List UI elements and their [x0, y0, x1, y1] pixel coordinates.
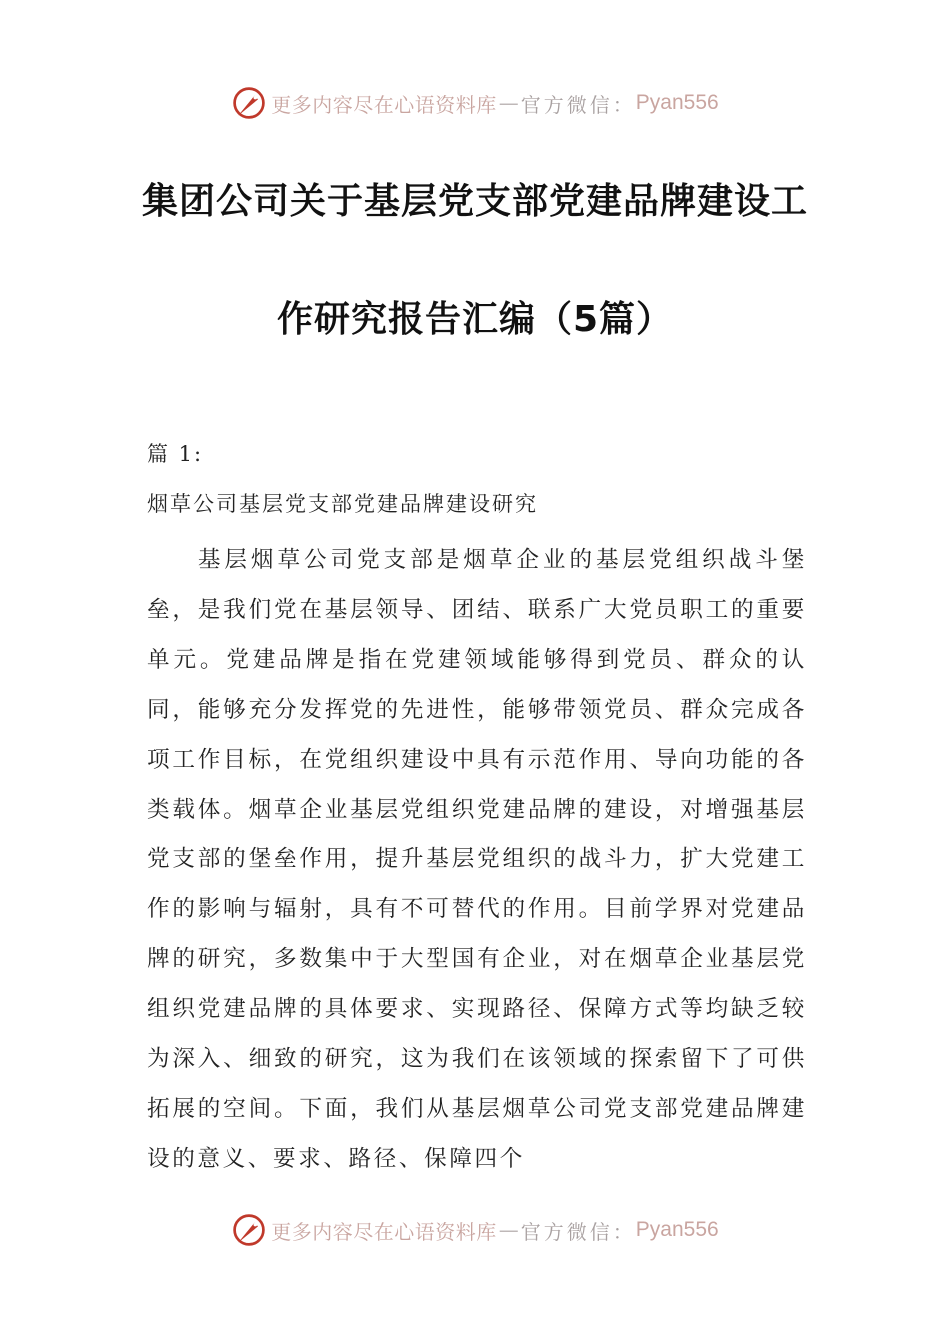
- watermark-main-text: 更多内容尽在心语资料库: [271, 92, 497, 117]
- body-paragraph: 基层烟草公司党支部是烟草企业的基层党组织战斗堡垒，是我们党在基层领导、团结、联系广大党员职工的重要单元。党建品牌是指在党建领域能够得到党员、群众的认同，能够充分发挥党的先进性，能够带领党员、群众完成各项工作目标，在党组织建设中具有示范作用、导向功能的各类载体。烟草企业基层党组织党建品牌的建设，对增强基层党支部的堡垒作用，提升基层党组织的战斗力，扩大党建工作的影响与辐射，具有不可替代的作用。目前学界对党建品牌的研究，多数集中于大型国有企业，对在烟草企业基层党组织党建品牌的具体要求、实现路径、保障方式等均缺乏较为深入、细致的研究，这为我们在该领域的探索留下了可供拓展的空间。下面，我们从基层烟草公司党支部党建品牌建设的意义、要求、路径、保障四个: [147, 547, 807, 1172]
- watermark-banner-bottom: [0, 1208, 950, 1252]
- watermark-separator: —: [498, 91, 519, 115]
- watermark-sub-text: 官方微信：: [520, 1219, 636, 1244]
- section-subtitle: 烟草公司基层党支部党建品牌建设研究: [147, 492, 538, 516]
- watermark-main-text: 更多内容尽在心语资料库: [271, 1219, 497, 1244]
- watermark-wechat-id: Pyan556: [635, 1218, 719, 1241]
- document-title-line-1: 集团公司关于基层党支部党建品牌建设工: [141, 181, 808, 222]
- watermark-sub-text: 官方微信：: [520, 92, 636, 117]
- watermark-banner-top: [0, 81, 950, 125]
- pen-nib-logo-icon: [231, 1212, 267, 1248]
- document-title-line-2: 作研究报告汇编（5篇）: [276, 299, 674, 340]
- part-label: 篇 1:: [147, 442, 204, 466]
- watermark-separator: —: [498, 1218, 519, 1242]
- pen-nib-logo-icon: [231, 85, 267, 121]
- watermark-wechat-id: Pyan556: [635, 91, 719, 114]
